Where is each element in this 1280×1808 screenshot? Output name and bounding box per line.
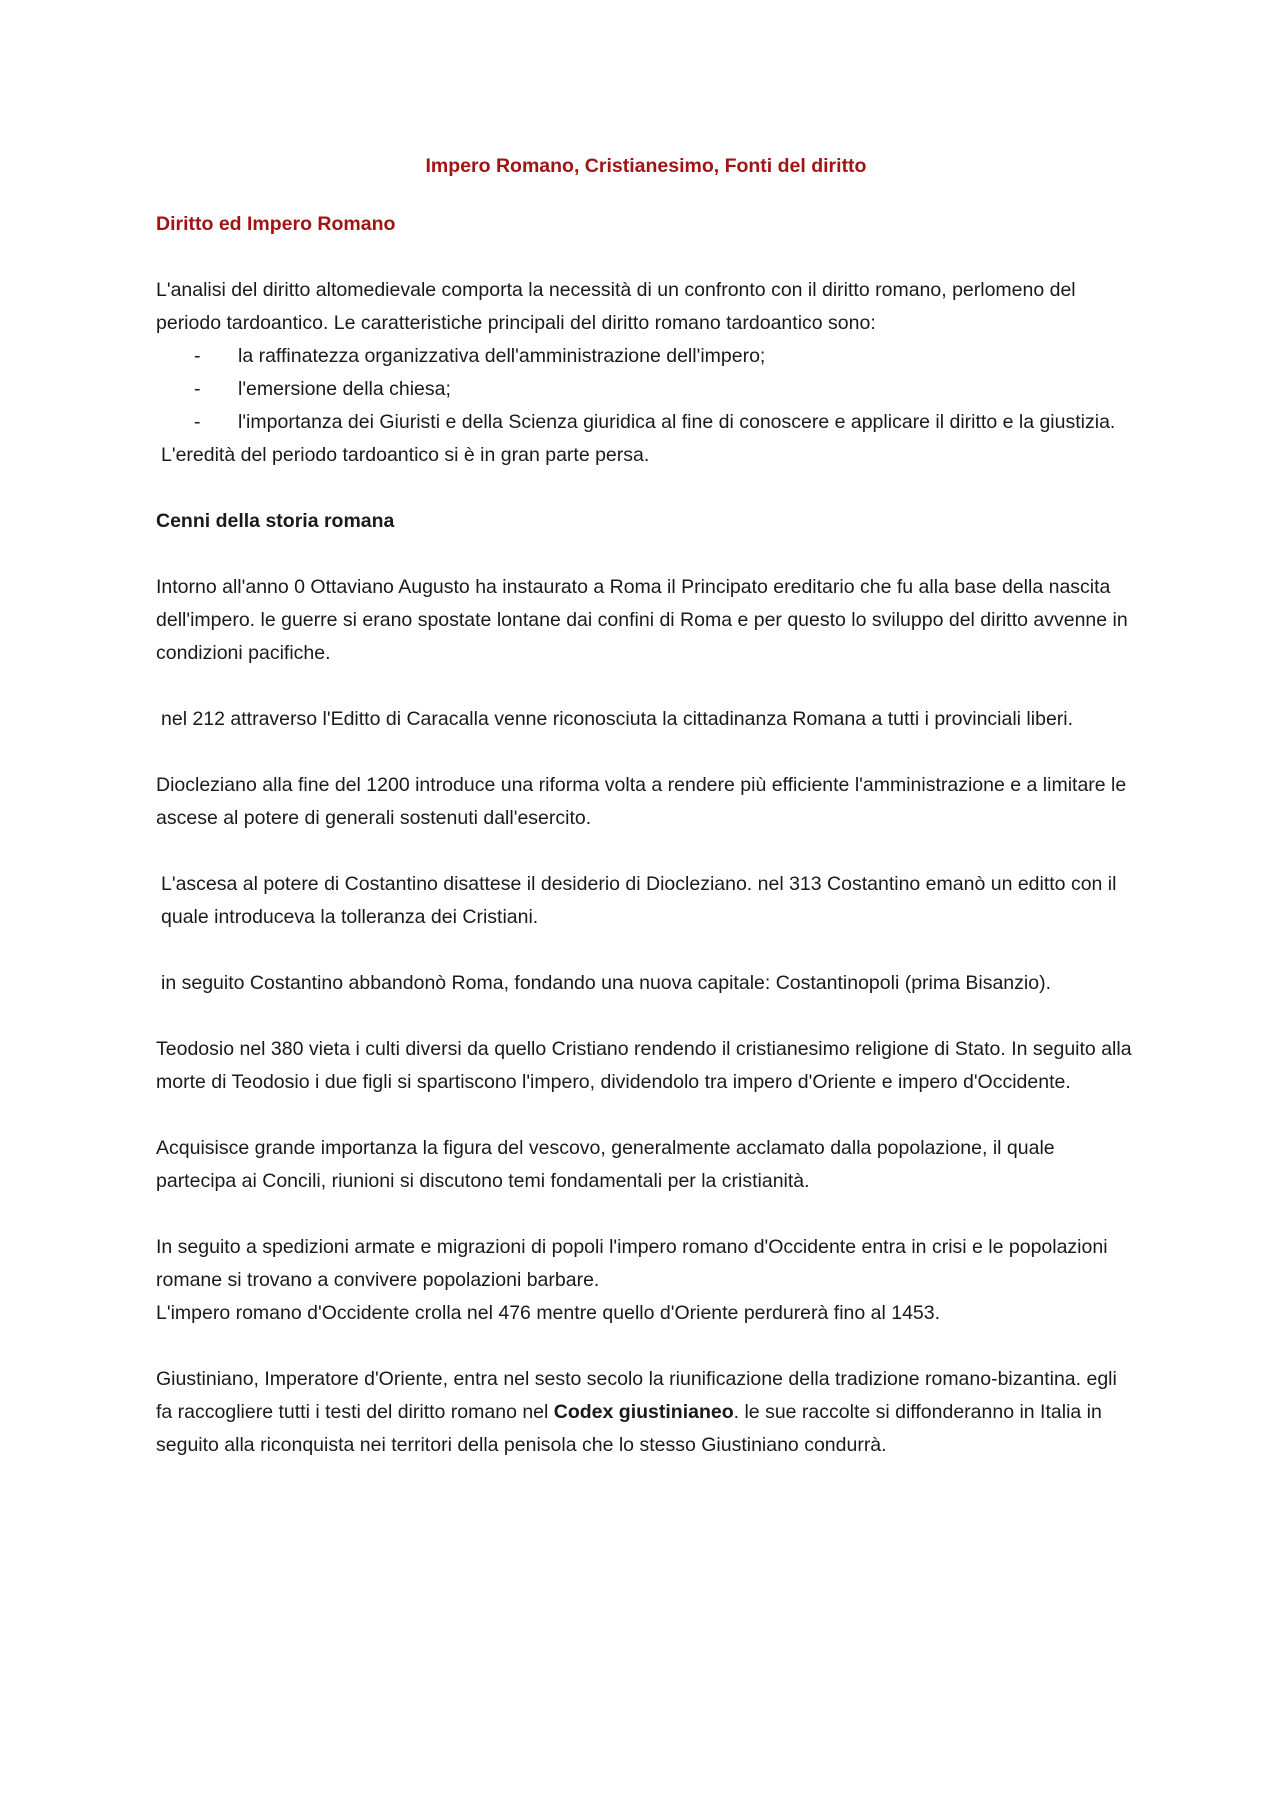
paragraph-costantinopoli: in seguito Costantino abbandonò Roma, fondando una nuova capitale: Costantinopoli (prima Bisanzio). xyxy=(161,972,1051,994)
paragraph-giustiniano xyxy=(156,1363,1136,1462)
document-body xyxy=(156,150,1136,1495)
list-item-text: l'emersione della chiesa; xyxy=(238,378,451,400)
characteristics-list xyxy=(156,340,1136,439)
dash-marker: - xyxy=(194,378,201,400)
paragraph-costantino: L'ascesa al potere di Costantino disattese il desiderio di Diocleziano. nel 313 Costantino emanò un editto con il quale introduceva la tolleranza dei Cristiani. xyxy=(161,873,1117,928)
paragraph-intro: L'analisi del diritto altomedievale comporta la necessità di un confronto con il diritto romano, perlomeno del periodo tardoantico. Le caratteristiche principali del diritto romano tardoantico sono: xyxy=(156,279,1076,334)
document-title: Impero Romano, Cristianesimo, Fonti del diritto xyxy=(425,155,867,177)
dash-marker: - xyxy=(194,411,201,433)
list-item-text: l'importanza dei Giuristi e della Scienza giuridica al fine di conoscere e applicare il diritto e la giustizia. xyxy=(238,411,1116,433)
paragraph-diocleziano: Diocleziano alla fine del 1200 introduce una riforma volta a rendere più efficiente l'amministrazione e a limitare le ascese al potere di generali sostenuti dall'esercito. xyxy=(156,774,1127,829)
codex-giustinianeo-term: Codex giustinianeo xyxy=(553,1401,734,1423)
paragraph-crollo-occidente: L'impero romano d'Occidente crolla nel 476 mentre quello d'Oriente perdurerà fino al 1453. xyxy=(156,1302,941,1324)
dash-marker: - xyxy=(194,345,201,367)
paragraph-teodosio: Teodosio nel 380 vieta i culti diversi da quello Cristiano rendendo il cristianesimo religione di Stato. In seguito alla morte di Teodosio i due figli si spartiscono l'impero, dividendolo tra impero d'Oriente e impero d'Occidente. xyxy=(156,1038,1132,1093)
paragraph-outro: L'eredità del periodo tardoantico si è in gran parte persa. xyxy=(161,444,650,466)
paragraph-crisi-occidente: In seguito a spedizioni armate e migrazioni di popoli l'impero romano d'Occidente entra in crisi e le popolazioni romane si trovano a convivere popolazioni barbare. xyxy=(156,1236,1108,1291)
section-heading-diritto-impero: Diritto ed Impero Romano xyxy=(156,213,396,235)
list-item xyxy=(156,340,1136,373)
giustiniano-text-1: Giustiniano, Imperatore d'Oriente, entra nel sesto secolo la riunificazione della tradizione romano-bizantina. egli fa raccogliere tutti i testi del diritto romano nel xyxy=(156,1368,1117,1423)
paragraph-augusto: Intorno all'anno 0 Ottaviano Augusto ha instaurato a Roma il Principato ereditario che fu alla base della nascita dell'impero. le guerre si erano spostate lontane dai confini di Roma e per questo lo sviluppo del diritto avvenne in condizioni pacifiche. xyxy=(156,576,1128,664)
list-item xyxy=(156,373,1136,406)
paragraph-vescovo: Acquisisce grande importanza la figura del vescovo, generalmente acclamato dalla popolazione, il quale partecipa ai Concili, riunioni si discutono temi fondamentali per la cristianità. xyxy=(156,1137,1055,1192)
giustiniano-text-2: . le sue raccolte si diffonderanno in Italia in seguito alla riconquista nei territori della penisola che lo stesso Giustiniano condurrà. xyxy=(156,1401,1102,1456)
section-heading-storia-romana: Cenni della storia romana xyxy=(156,510,395,532)
list-item xyxy=(156,406,1136,439)
paragraph-caracalla: nel 212 attraverso l'Editto di Caracalla venne riconosciuta la cittadinanza Romana a tutti i provinciali liberi. xyxy=(161,708,1074,730)
list-item-text: la raffinatezza organizzativa dell'amministrazione dell'impero; xyxy=(238,345,766,367)
